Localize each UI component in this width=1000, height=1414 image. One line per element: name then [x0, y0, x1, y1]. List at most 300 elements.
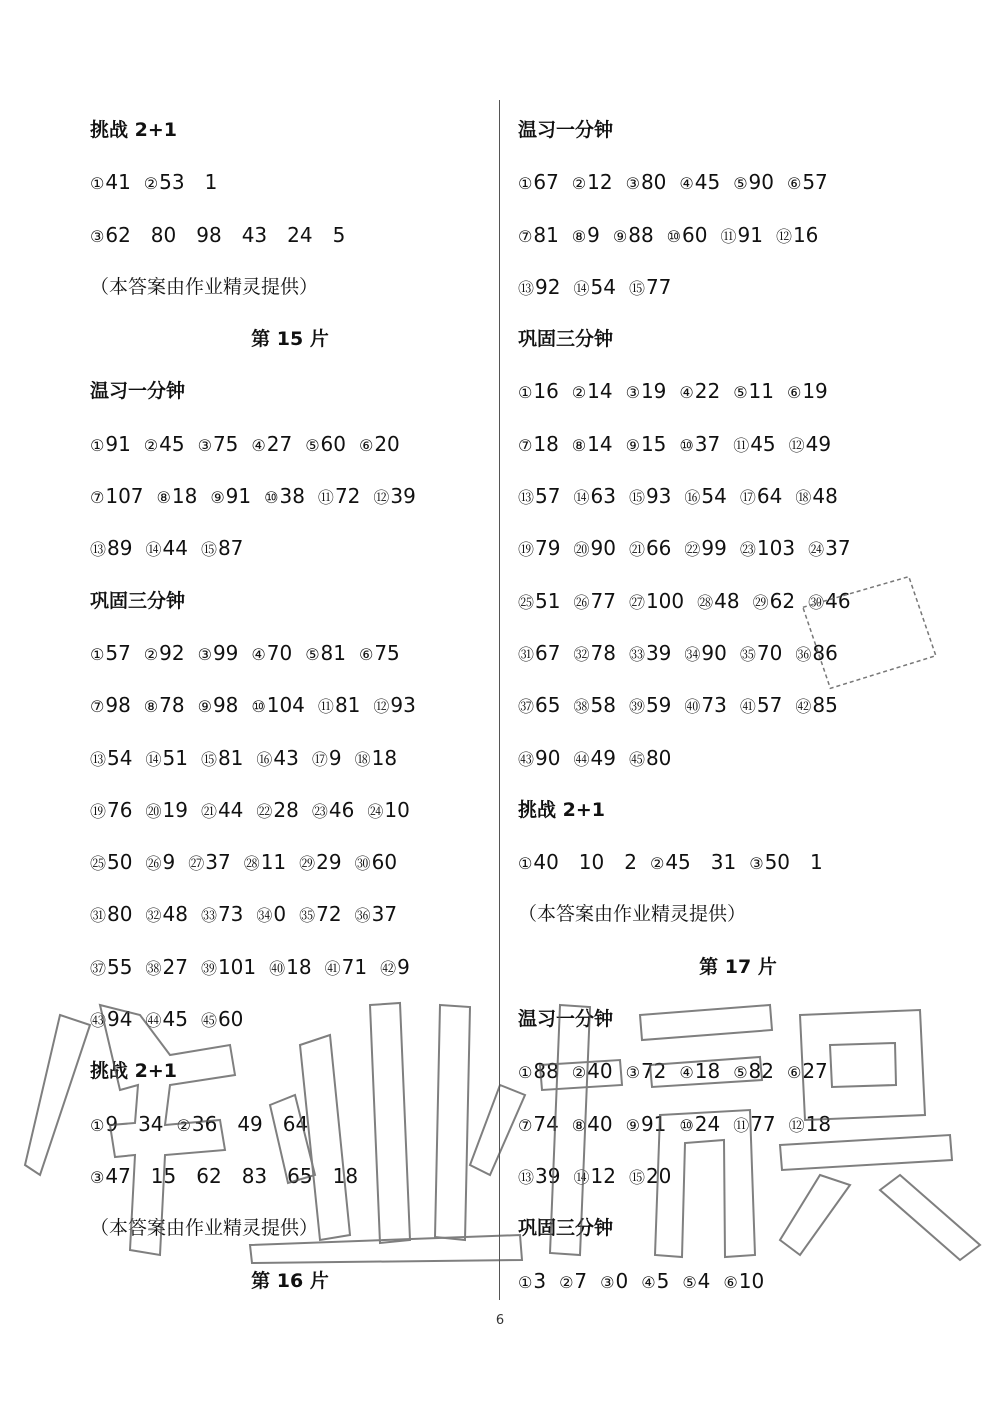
question-number: ⑨ [210, 488, 225, 508]
answer-value: 66 [645, 536, 672, 561]
question-number: ④ [251, 435, 266, 455]
answer-item [145, 941, 187, 995]
question-number: ㉚ [808, 592, 825, 612]
answer-value: 98 [212, 693, 239, 718]
question-number: ⑲ [518, 540, 535, 560]
answer-value: 73 [217, 902, 244, 927]
answer-item [679, 156, 720, 210]
answer-item [518, 627, 560, 681]
answer-item [144, 627, 185, 681]
answer-value: 9 [162, 850, 176, 875]
answer-value: 60 [217, 1007, 244, 1032]
question-number: ③ [749, 854, 764, 874]
question-number: ㊱ [795, 644, 812, 664]
question-number: ㉘ [243, 854, 260, 874]
answer-item [188, 836, 230, 890]
answer-value: 91 [640, 1111, 667, 1136]
question-number: ㉝ [200, 906, 217, 926]
answer-value: 62 80 98 43 24 5 [105, 222, 346, 247]
answer-value: 87 [217, 536, 244, 561]
answer-value: 57 [105, 640, 131, 665]
answer-value: 39 [645, 640, 672, 665]
question-number: ⑬ [90, 749, 107, 769]
answer-item [559, 1255, 587, 1309]
answer-item [355, 732, 397, 786]
question-number: ⑦ [518, 435, 533, 455]
answer-value: 37 [694, 431, 721, 456]
answer-item [244, 836, 286, 890]
answer-item [795, 627, 837, 681]
answer-row [518, 365, 958, 417]
section-heading: 巩固三分钟 [90, 589, 186, 612]
question-number: ⑨ [197, 697, 212, 717]
question-number: ⑮ [628, 278, 645, 298]
answer-row [90, 209, 490, 261]
answer-value: 80 [640, 170, 667, 195]
answer-item [145, 836, 175, 890]
question-number: ③ [90, 1167, 105, 1187]
answer-value: 98 [105, 693, 131, 718]
answer-value: 90 [701, 640, 727, 665]
question-number: ㉜ [145, 906, 162, 926]
answer-item [629, 522, 671, 576]
answer-value: 18 [533, 431, 559, 456]
answer-item [613, 209, 654, 263]
answer-value: 79 [535, 536, 561, 561]
question-number: ⑧ [571, 226, 587, 246]
question-number: ① [90, 1115, 105, 1135]
answer-row [90, 732, 490, 784]
right-column [518, 104, 958, 1307]
answer-item [90, 1098, 164, 1152]
answer-item [145, 522, 187, 576]
answer-value: 49 [805, 431, 832, 456]
answer-item [359, 627, 400, 681]
section-heading: 温习一分钟 [90, 380, 186, 403]
question-number: ⑥ [786, 174, 802, 194]
answer-item [90, 679, 131, 733]
answer-item [518, 1045, 559, 1099]
question-number: ⑮ [200, 540, 217, 560]
answer-item [518, 679, 560, 733]
left-column [90, 104, 490, 1307]
answer-value: 12 [590, 1163, 616, 1188]
answer-value: 58 [590, 693, 616, 718]
answer-value: 11 [260, 850, 287, 875]
answer-item [679, 1045, 720, 1099]
question-number: ㊵ [269, 958, 286, 978]
answer-value: 37 [371, 902, 398, 927]
answer-item [518, 522, 560, 576]
answer-item [572, 1045, 613, 1099]
answer-value: 75 [212, 431, 239, 456]
question-number: ⑰ [739, 488, 756, 508]
question-number: ② [176, 1115, 191, 1135]
answer-item [629, 575, 684, 629]
answer-item [90, 888, 132, 942]
answer-value: 62 [769, 588, 796, 613]
answer-item [697, 575, 739, 629]
question-number: ㊹ [573, 749, 590, 769]
question-number: ⑨ [612, 226, 628, 246]
answer-item [325, 941, 367, 995]
answer-value: 50 [107, 850, 133, 875]
answer-item [679, 418, 720, 472]
answer-item [600, 1255, 628, 1309]
answer-item [355, 888, 397, 942]
answer-value: 9 [328, 745, 342, 770]
question-number: ㊲ [518, 697, 535, 717]
answer-item [573, 575, 615, 629]
answer-value: 11 [748, 379, 774, 404]
answer-value: 70 [266, 640, 293, 665]
answer-item [572, 1098, 613, 1152]
answer-item [629, 1150, 671, 1204]
question-number: ⑱ [354, 749, 371, 769]
answer-row [518, 1098, 958, 1150]
answer-value: 27 [266, 431, 293, 456]
answer-item [740, 627, 782, 681]
answer-value: 78 [159, 693, 185, 718]
answer-value: 76 [107, 797, 133, 822]
question-number: ② [571, 383, 587, 403]
answer-value: 10 [738, 1268, 765, 1293]
answer-row [518, 1150, 958, 1202]
answer-value: 45 [162, 1007, 188, 1032]
answer-item [90, 418, 131, 472]
answer-row [90, 156, 490, 208]
answer-value: 9 [587, 222, 600, 247]
answer-value: 90 [748, 170, 774, 195]
answer-row [518, 1045, 958, 1097]
answer-value: 49 [590, 745, 616, 770]
question-number: ㉛ [518, 644, 535, 664]
answer-value: 0 [615, 1268, 629, 1293]
question-number: ⑫ [788, 1115, 805, 1135]
answer-item [787, 1045, 828, 1099]
answer-value: 93 [645, 484, 672, 509]
question-number: ㊸ [90, 1011, 107, 1031]
answer-value: 3 [533, 1268, 547, 1293]
question-number: ⑮ [628, 488, 645, 508]
answer-item [629, 261, 671, 315]
question-number: ① [518, 383, 533, 403]
answer-value: 45 [750, 431, 776, 456]
question-number: ⑧ [143, 697, 159, 717]
question-number: ㉔ [367, 801, 384, 821]
answer-item [733, 418, 775, 472]
answer-item [299, 836, 341, 890]
answer-item [90, 156, 131, 210]
answer-item [373, 679, 415, 733]
section-heading: 挑战 2+1 [90, 1060, 177, 1083]
answer-item [733, 1098, 775, 1152]
question-number: ㉒ [684, 540, 701, 560]
question-number: ㊺ [628, 749, 645, 769]
answer-item [380, 941, 410, 995]
question-number: ⑯ [256, 749, 273, 769]
answer-value: 77 [590, 588, 616, 613]
question-number: ① [518, 1063, 533, 1083]
question-number: ㊳ [145, 958, 162, 978]
question-number: ⑤ [305, 644, 320, 664]
answer-value: 18 [371, 745, 398, 770]
answer-value: 92 [159, 640, 185, 665]
answer-row [518, 1255, 958, 1307]
question-number: ⑯ [684, 488, 701, 508]
answer-item [256, 784, 298, 838]
answer-item [787, 365, 828, 419]
answer-row [90, 888, 490, 940]
question-number: ① [518, 1272, 533, 1292]
answer-value: 16 [533, 379, 559, 404]
answer-value: 14 [587, 379, 613, 404]
question-number: ⑥ [786, 383, 802, 403]
question-number: ④ [679, 174, 694, 194]
answer-value: 99 [701, 536, 727, 561]
question-number: ⑨ [625, 1115, 640, 1135]
answer-item [572, 156, 613, 210]
question-number: ⑱ [795, 488, 812, 508]
question-number: ㊺ [200, 1011, 217, 1031]
answer-item [679, 1098, 720, 1152]
question-number: ⑤ [733, 383, 748, 403]
answer-value: 91 [225, 484, 252, 509]
question-number: ㉘ [697, 592, 714, 612]
answer-item [145, 993, 187, 1047]
answer-item [90, 209, 345, 263]
answer-item [518, 575, 560, 629]
answer-item [90, 941, 132, 995]
answer-value: 77 [750, 1111, 776, 1136]
question-number: ㉙ [299, 854, 316, 874]
answer-item [198, 627, 239, 681]
question-number: ㉞ [684, 644, 701, 664]
answer-value: 81 [334, 693, 361, 718]
question-number: ⑭ [145, 749, 162, 769]
question-number: ⑩ [679, 435, 694, 455]
answer-item [667, 209, 708, 263]
answer-item [684, 627, 726, 681]
answer-value: 4 [697, 1268, 711, 1293]
answer-value: 14 [587, 431, 613, 456]
answer-item [626, 418, 667, 472]
answer-item [776, 209, 818, 263]
answer-value: 46 [825, 588, 851, 613]
question-number: ② [143, 435, 159, 455]
answer-value: 12 [587, 170, 613, 195]
question-number: ⑪ [733, 435, 750, 455]
answer-value: 74 [533, 1111, 559, 1136]
answer-value: 80 [645, 745, 672, 770]
answer-value: 100 [645, 588, 685, 613]
question-number: ㉞ [256, 906, 273, 926]
answer-item [518, 470, 560, 524]
question-number: ③ [197, 644, 212, 664]
answer-value: 19 [162, 797, 188, 822]
answer-row [90, 470, 490, 522]
answer-item [318, 470, 360, 524]
answer-row [518, 575, 958, 627]
answer-item [251, 627, 292, 681]
answer-value: 20 [645, 1163, 672, 1188]
question-number: ⑭ [573, 278, 590, 298]
answer-value: 22 [694, 379, 721, 404]
question-number: ⑮ [628, 1167, 645, 1187]
answer-item [626, 1098, 667, 1152]
answer-value: 9 [397, 954, 410, 979]
question-number: ⑫ [373, 488, 390, 508]
question-number: ㊷ [380, 958, 397, 978]
answer-value: 57 [756, 693, 783, 718]
section-heading: 巩固三分钟 [518, 1217, 614, 1240]
question-number: ⑥ [786, 1063, 802, 1083]
page-number: 6 [495, 1313, 505, 1328]
answer-item [90, 522, 132, 576]
answer-value: 88 [628, 222, 654, 247]
answer-item [684, 522, 726, 576]
answer-item [201, 732, 243, 786]
question-number: ⑪ [720, 226, 737, 246]
question-number: ㊹ [145, 1011, 162, 1031]
answer-value: 51 [162, 745, 188, 770]
question-number: ③ [625, 1063, 640, 1083]
answer-value: 10 [384, 797, 410, 822]
answer-item [269, 941, 311, 995]
answer-item [650, 836, 736, 890]
question-number: ⑩ [251, 697, 266, 717]
question-number: ㉑ [628, 540, 645, 560]
answer-value: 72 [640, 1059, 667, 1084]
question-number: ④ [251, 644, 266, 664]
answer-value: 71 [341, 954, 368, 979]
answer-value: 80 [107, 902, 133, 927]
question-number: ⑩ [264, 488, 279, 508]
answer-item [144, 418, 185, 472]
answer-row [518, 156, 958, 208]
answer-item [733, 365, 774, 419]
question-number: ㉟ [299, 906, 316, 926]
answer-item [626, 156, 667, 210]
answer-value: 48 [812, 484, 838, 509]
answer-value: 37 [825, 536, 851, 561]
answer-item [573, 732, 615, 786]
question-number: ① [518, 174, 533, 194]
question-number: ⑥ [723, 1272, 738, 1292]
answer-item [573, 522, 615, 576]
answer-value: 90 [590, 536, 616, 561]
answer-value: 19 [640, 379, 667, 404]
answer-value: 90 [535, 745, 561, 770]
answer-item [573, 679, 615, 733]
question-number: ㉑ [200, 801, 217, 821]
answer-item [367, 784, 409, 838]
answer-item [684, 470, 726, 524]
answer-value: 48 [714, 588, 740, 613]
answer-value: 7 [574, 1268, 588, 1293]
answer-item [90, 784, 132, 838]
answer-item [795, 470, 837, 524]
answer-item [145, 784, 187, 838]
section-heading: 挑战 2+1 [90, 119, 177, 141]
question-number: ⑭ [573, 488, 590, 508]
answer-item [198, 679, 239, 733]
answer-value: 55 [107, 954, 133, 979]
question-number: ㉖ [145, 854, 162, 874]
answer-row [518, 522, 958, 574]
answer-item [177, 1098, 309, 1152]
answer-value: 81 [217, 745, 244, 770]
answer-row [90, 1098, 490, 1150]
answer-value: 20 [374, 431, 400, 456]
answer-value: 50 1 [764, 850, 823, 875]
answer-row [518, 836, 958, 888]
answer-item [299, 888, 341, 942]
answer-value: 9 34 [105, 1111, 164, 1136]
question-number: ㉚ [354, 854, 371, 874]
question-number: ㉖ [573, 592, 590, 612]
answer-item [157, 470, 198, 524]
answer-item [572, 209, 600, 263]
question-number: ㉓ [739, 540, 756, 560]
answer-item [572, 365, 613, 419]
answer-value: 94 [107, 1007, 133, 1032]
question-number: ⑭ [145, 540, 162, 560]
question-number: ⑥ [358, 435, 374, 455]
answer-item [518, 209, 559, 263]
question-number: ① [90, 644, 105, 664]
answer-item [518, 1098, 559, 1152]
answer-value: 60 [682, 222, 708, 247]
answer-value: 91 [737, 222, 763, 247]
answer-value: 39 [535, 1163, 561, 1188]
question-number: ② [143, 644, 159, 664]
answer-value: 18 [286, 954, 312, 979]
answer-value: 67 [533, 170, 559, 195]
answer-value: 104 [266, 693, 305, 718]
question-number: ① [90, 174, 105, 194]
question-number: ① [518, 854, 533, 874]
answer-value: 5 [656, 1268, 670, 1293]
answer-item [201, 941, 256, 995]
question-number: ⑳ [573, 540, 590, 560]
answer-item [210, 470, 251, 524]
answer-item [251, 679, 305, 733]
answer-item [90, 627, 131, 681]
answer-item [626, 1045, 667, 1099]
answer-value: 57 [535, 484, 561, 509]
answer-item [355, 836, 397, 890]
answer-item [720, 209, 762, 263]
answer-value: 28 [273, 797, 299, 822]
question-number: ㊶ [324, 958, 341, 978]
answer-item [518, 418, 559, 472]
answer-value: 43 [273, 745, 299, 770]
answer-item [518, 1150, 560, 1204]
answer-value: 89 [107, 536, 133, 561]
answer-value: 82 [748, 1059, 774, 1084]
question-number: ⑨ [625, 435, 640, 455]
answer-item [740, 470, 782, 524]
answer-value: 36 49 64 [191, 1111, 309, 1136]
answer-value: 64 [756, 484, 783, 509]
question-number: ㉜ [573, 644, 590, 664]
answer-item [90, 1150, 358, 1204]
question-number: ⑧ [156, 488, 171, 508]
answer-value: 46 [328, 797, 355, 822]
answer-item [808, 575, 850, 629]
answer-row [518, 261, 958, 313]
